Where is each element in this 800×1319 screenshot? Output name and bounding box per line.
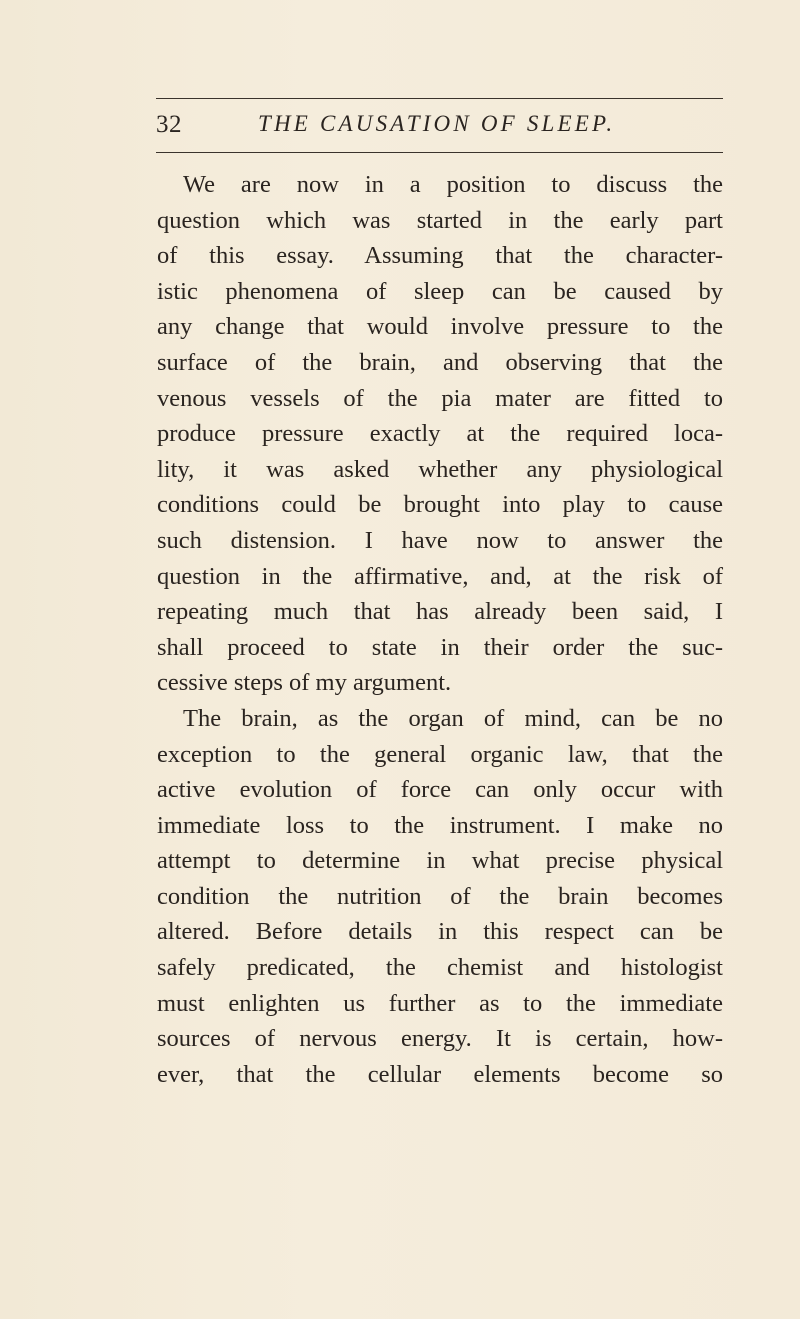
text-line: question in the affirmative, and, at the risk of	[157, 562, 723, 590]
text-line: We are now in a position to discuss the	[183, 171, 723, 198]
text-line: condition the nutrition of the brain becomes	[157, 882, 723, 910]
text-line: question which was started in the early part	[157, 206, 723, 234]
header-rule-bottom	[156, 152, 723, 153]
text-line: attempt to determine in what precise physical	[157, 847, 723, 875]
text-line: produce pressure exactly at the required loca-	[157, 420, 723, 448]
page-number: 32	[156, 111, 182, 138]
running-head: THE CAUSATION OF SLEEP.	[258, 111, 616, 136]
text-line: conditions could be brought into play to cause	[157, 491, 723, 519]
text-line: lity, it was asked whether any physiological	[157, 455, 723, 483]
body-text	[157, 167, 723, 1092]
text-line: any change that would involve pressure to the	[157, 313, 723, 341]
text-line: altered. Before details in this respect can be	[157, 918, 723, 946]
text-line: istic phenomena of sleep can be caused by	[157, 277, 723, 305]
text-line: venous vessels of the pia mater are fitted to	[157, 384, 723, 412]
paragraph-2	[157, 701, 723, 1093]
text-line: repeating much that has already been said, I	[157, 598, 723, 626]
text-line: shall proceed to state in their order the suc-	[157, 633, 723, 661]
text-line: of this essay. Assuming that the character-	[157, 242, 723, 270]
text-line: active evolution of force can only occur with	[157, 776, 723, 804]
text-line: surface of the brain, and observing that the	[157, 348, 723, 376]
paragraph-1	[157, 167, 723, 701]
text-line: immediate loss to the instrument. I make no	[157, 811, 723, 839]
text-line: cessive steps of my argument.	[157, 669, 452, 697]
text-line: The brain, as the organ of mind, can be no	[183, 704, 723, 732]
text-line: safely predicated, the chemist and histologist	[157, 954, 723, 982]
header-rule-top	[156, 98, 723, 99]
text-line: exception to the general organic law, that the	[157, 740, 723, 768]
text-line: must enlighten us further as to the immediate	[157, 989, 723, 1017]
text-line: such distension. I have now to answer the	[157, 526, 723, 554]
text-line: sources of nervous energy. It is certain, how-	[157, 1025, 723, 1053]
text-line: ever, that the cellular elements become so	[157, 1060, 723, 1088]
